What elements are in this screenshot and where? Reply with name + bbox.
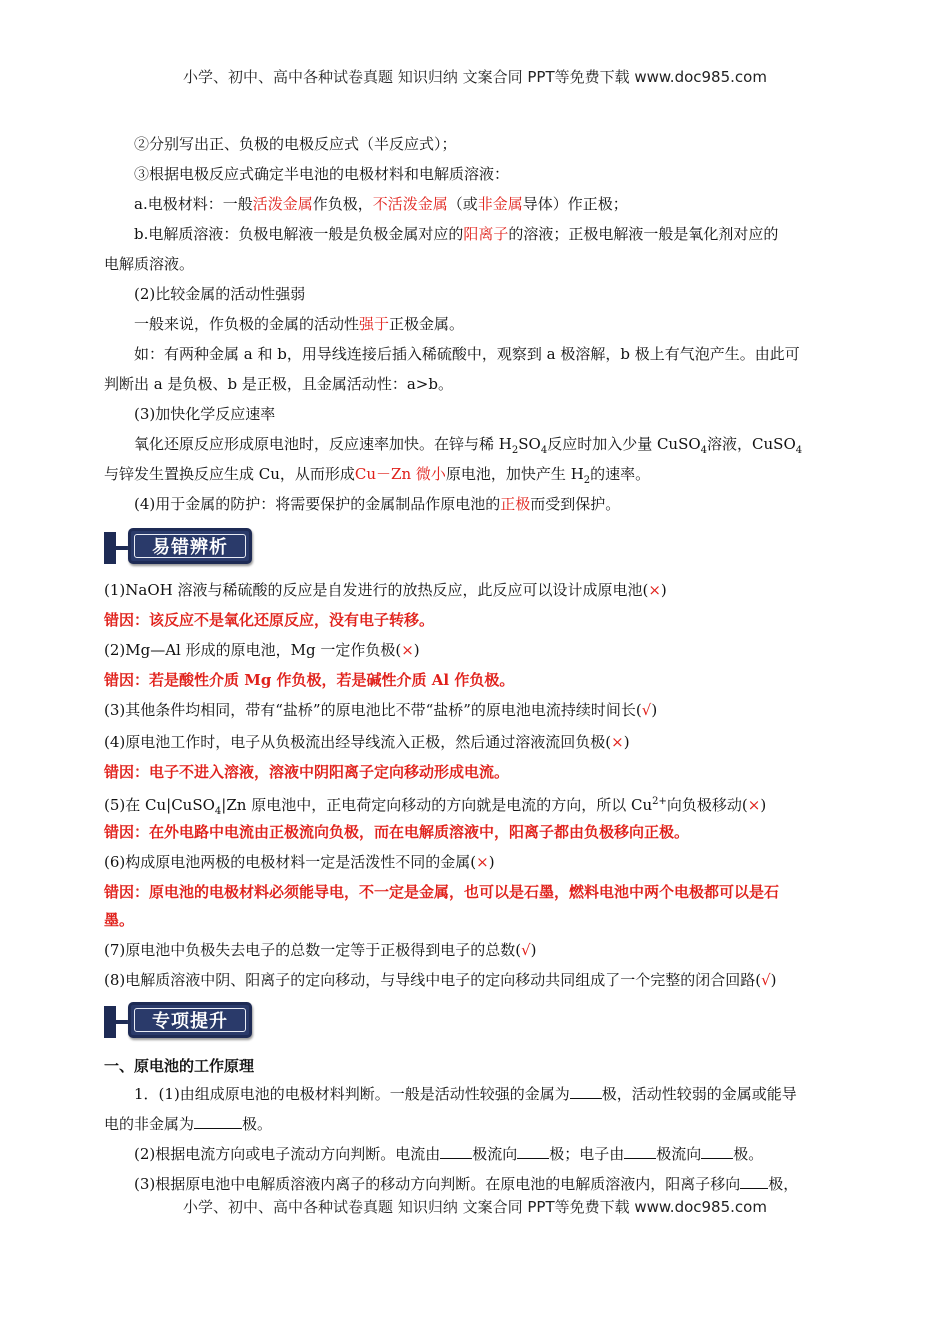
question: 电的非金属为 极。 [104,1115,273,1133]
paragraph: (2)比较金属的活动性强弱 [134,285,306,303]
paragraph: 一般来说，作负极的金属的活动性强于正极金属。 [134,315,465,333]
paragraph: (3)加快化学反应速率 [134,405,276,423]
error-item: (8)电解质溶液中阴、阳离子的定向移动，与导线中电子的定向移动共同组成了一个完整的闭合回路(√) [104,971,777,989]
page-header: 小学、初中、高中各种试卷真题 知识归纳 文案合同 PPT等免费下载 www.doc985.com [183,68,767,86]
question: (3)根据原电池中电解质溶液内离子的移动方向判断。在原电池的电解质溶液内，阳离子移向 极， [134,1175,799,1193]
question: 1．(1)由组成原电池的电极材料判断。一般是活动性较强的金属为 极，活动性较弱的金属或能导 [134,1085,797,1103]
paragraph: b.电解质溶液：负极电解液一般是负极金属对应的阳离子的溶液；正极电解液一般是氧化剂对应的 [134,225,779,243]
error-reason: 错因：原电池的电极材料必须能导电，不一定是金属，也可以是石墨，燃料电池中两个电极都可以是石 [104,883,780,901]
question: (2)根据电流方向或电子流动方向判断。电流由 极流向 极；电子由 极流向 极。 [134,1145,764,1163]
paragraph: 如：有两种金属 a 和 b，用导线连接后插入稀硫酸中，观察到 a 极溶解，b 极上有气泡产生。由此可 [134,345,800,363]
page-footer: 小学、初中、高中各种试卷真题 知识归纳 文案合同 PPT等免费下载 www.doc985.com [183,1198,767,1216]
error-item: (1)NaOH 溶液与稀硫酸的反应是自发进行的放热反应，此反应可以设计成原电池(×) [104,581,667,599]
error-item: (7)原电池中负极失去电子的总数一定等于正极得到电子的总数(√) [104,941,537,959]
paragraph: a.电极材料：一般活泼金属作负极，不活泼金属（或非金属导体）作正极； [134,195,628,213]
error-reason: 错因：电子不进入溶液，溶液中阴阳离子定向移动形成电流。 [104,763,510,781]
paragraph: ②分别写出正、负极的电极反应式（半反应式）； [134,135,457,153]
paragraph: (4)用于金属的防护：将需要保护的金属制品作原电池的正极而受到保护。 [134,495,621,513]
paragraph: 氧化还原反应形成原电池时，反应速率加快。在锌与稀 $H_2SO_4$反应时加入少量 CuSO$_4$溶液，CuSO$_4$ [134,435,803,456]
error-item: (3)其他条件均相同，带有“盐桥”的原电池比不带“盐桥”的原电池电流持续时间长(√) [104,701,658,719]
paragraph: ③根据电极反应式确定半电池的电极材料和电解质溶液： [134,165,510,183]
error-item: (2)Mg—Al 形成的原电池，Mg 一定作负极(×) [104,641,420,659]
error-item: (5)在 Cu|CuSO$_4$|Zn 原电池中，正电荷定向移动的方向就是电流的方向，所以 $Cu^{2+}$向负极移动(×) [104,796,767,817]
error-item: (4)原电池工作时，电子从负极流出经导线流入正极，然后通过溶液流回负极(×) [104,733,630,751]
paragraph: 与锌发生置换反应生成 Cu，从而形成Cu－Zn 微小原电池，加快产生 $H_2$的速率。 [104,465,651,486]
banner-title: 专项提升 [134,1008,246,1032]
banner-title: 易错辨析 [134,534,246,558]
error-item: (6)构成原电池两极的电极材料一定是活泼性不同的金属(×) [104,853,495,871]
section-banner [104,1002,256,1042]
error-reason: 墨。 [104,911,135,929]
paragraph: 电解质溶液。 [104,255,195,273]
error-reason: 错因：该反应不是氧化还原反应，没有电子转移。 [104,611,435,629]
section-heading: 一、原电池的工作原理 [104,1057,255,1075]
section-banner [104,528,256,568]
paragraph: 判断出 a 是负极、b 是正极，且金属活动性：a>b。 [104,375,453,393]
error-reason: 错因：若是酸性介质 Mg 作负极，若是碱性介质 Al 作负极。 [104,671,515,689]
error-reason: 错因：在外电路中电流由正极流向负极，而在电解质溶液中，阳离子都由负极移向正极。 [104,823,690,841]
